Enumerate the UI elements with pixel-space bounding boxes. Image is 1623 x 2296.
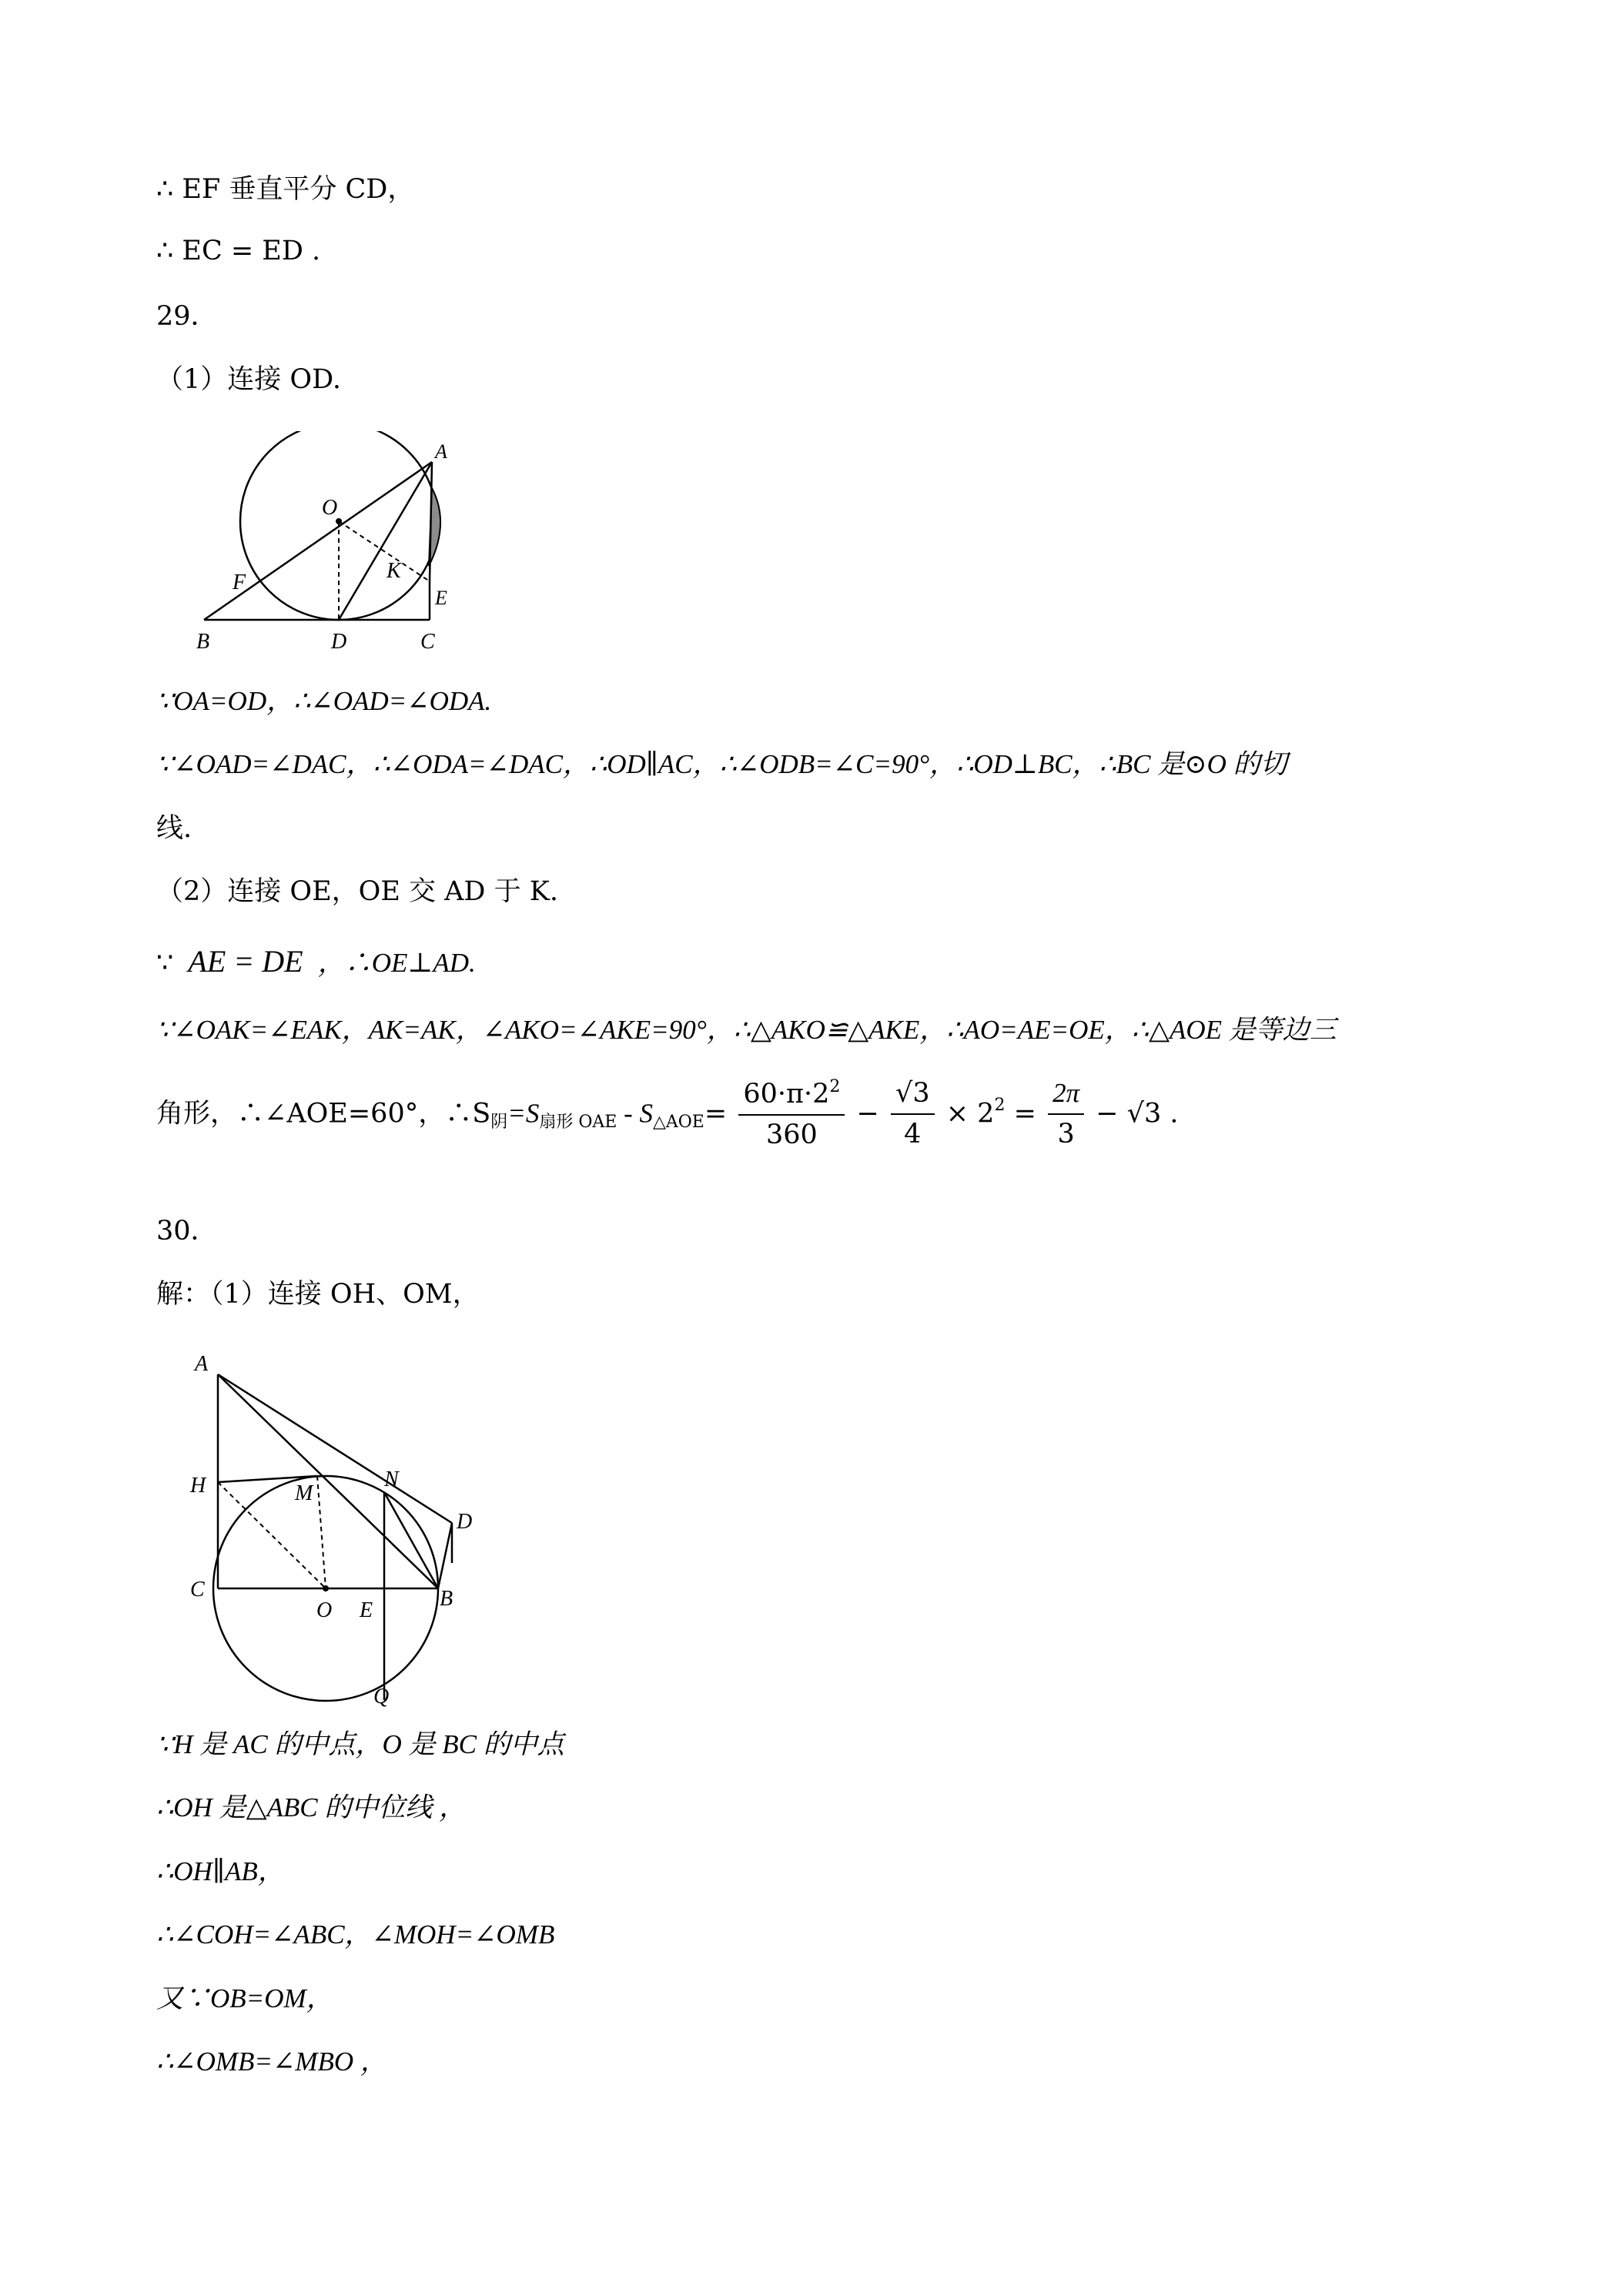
text-fragment: ，∴OE⊥AD.: [317, 948, 476, 978]
label-Q: Q: [373, 1685, 390, 1709]
text-fragment: 角形，∴∠AOE=60°，∴S: [156, 1098, 491, 1130]
numerator: 60·π·2: [743, 1079, 830, 1110]
label-E: E: [435, 587, 447, 609]
text-line: 解：（1）连接 OH、OM，: [156, 1279, 480, 1310]
text-line: ∵H 是 AC 的中点，O 是 BC 的中点: [156, 1729, 564, 1759]
superscript: 2: [994, 1096, 1006, 1115]
math-expression: AE = DE: [188, 944, 303, 979]
text-line: ∵∠OAD=∠DAC，∴∠ODA=∠DAC，∴OD∥AC，∴∠ODB=∠C=90°，∴OD⊥BC，∴BC 是⊙O 的切: [156, 749, 1287, 779]
text-line: ∴OH∥AB，: [156, 1856, 285, 1886]
text-line: ∴OH 是△ABC 的中位线 ，: [156, 1792, 467, 1822]
label-C: C: [420, 630, 435, 654]
times: × 2: [945, 1098, 995, 1130]
label-O: O: [316, 1598, 333, 1622]
label-A: A: [195, 1352, 209, 1376]
text-line: [156, 943, 476, 980]
label-E: E: [360, 1598, 373, 1622]
text-line: ∴ EF 垂直平分 CD，: [156, 174, 415, 205]
label-O: O: [322, 496, 338, 520]
denominator: 4: [904, 1118, 922, 1150]
text-fragment: − √3 .: [1096, 1098, 1179, 1130]
text-line: （1）连接 OD.: [156, 364, 342, 395]
fraction: [1048, 1079, 1084, 1149]
text-fragment: =S: [507, 1098, 540, 1129]
denominator: 3: [1057, 1118, 1075, 1150]
figure-29: [185, 431, 493, 662]
text-fragment: - S: [617, 1098, 653, 1129]
numerator: 2π: [1048, 1079, 1084, 1115]
equals: =: [1013, 1098, 1036, 1130]
text-line: ∵OA=OD，∴∠OAD=∠ODA.: [156, 686, 492, 716]
text-line: ∴∠OMB=∠MBO ，: [156, 2047, 387, 2077]
label-C: C: [190, 1578, 205, 1602]
text-line: ∵∠OAK=∠EAK，AK=AK，∠AKO=∠AKE=90°，∴△AKO≌△AKE，∴AO=AE=OE，∴△AOE 是等边三: [156, 1015, 1337, 1045]
label-K: K: [387, 559, 401, 583]
subscript: △AOE: [652, 1113, 704, 1132]
because-symbol: ∵: [156, 948, 174, 979]
subscript: 扇形 OAE: [539, 1113, 617, 1132]
label-D: D: [331, 630, 347, 654]
text-line: 线.: [156, 813, 192, 844]
text-line: ∴∠COH=∠ABC，∠MOH=∠OMB: [156, 1919, 555, 1950]
label-F: F: [233, 571, 246, 594]
numerator: √3: [891, 1079, 935, 1115]
question-number: 29．: [156, 301, 218, 332]
superscript: 2: [829, 1077, 841, 1096]
text-line: ∴ EC = ED .: [156, 236, 321, 266]
subscript: 阴: [490, 1113, 508, 1132]
label-N: N: [384, 1468, 399, 1491]
denominator: 360: [765, 1119, 818, 1150]
label-B: B: [440, 1587, 453, 1611]
label-B: B: [196, 630, 210, 654]
label-M: M: [295, 1481, 313, 1505]
figure-30: [181, 1340, 504, 1709]
label-A: A: [435, 440, 447, 463]
text-line: （2）连接 OE，OE 交 AD 于 K.: [156, 876, 558, 907]
text-line: 又∵OB=OM，: [156, 1983, 333, 2013]
minus: −: [856, 1098, 879, 1130]
area-formula-line: [156, 1078, 1179, 1150]
question-number: 30．: [156, 1216, 218, 1247]
label-H: H: [190, 1474, 206, 1498]
fraction: [738, 1078, 845, 1150]
fraction: [891, 1079, 935, 1149]
label-D: D: [457, 1510, 473, 1534]
equals: =: [704, 1098, 728, 1130]
